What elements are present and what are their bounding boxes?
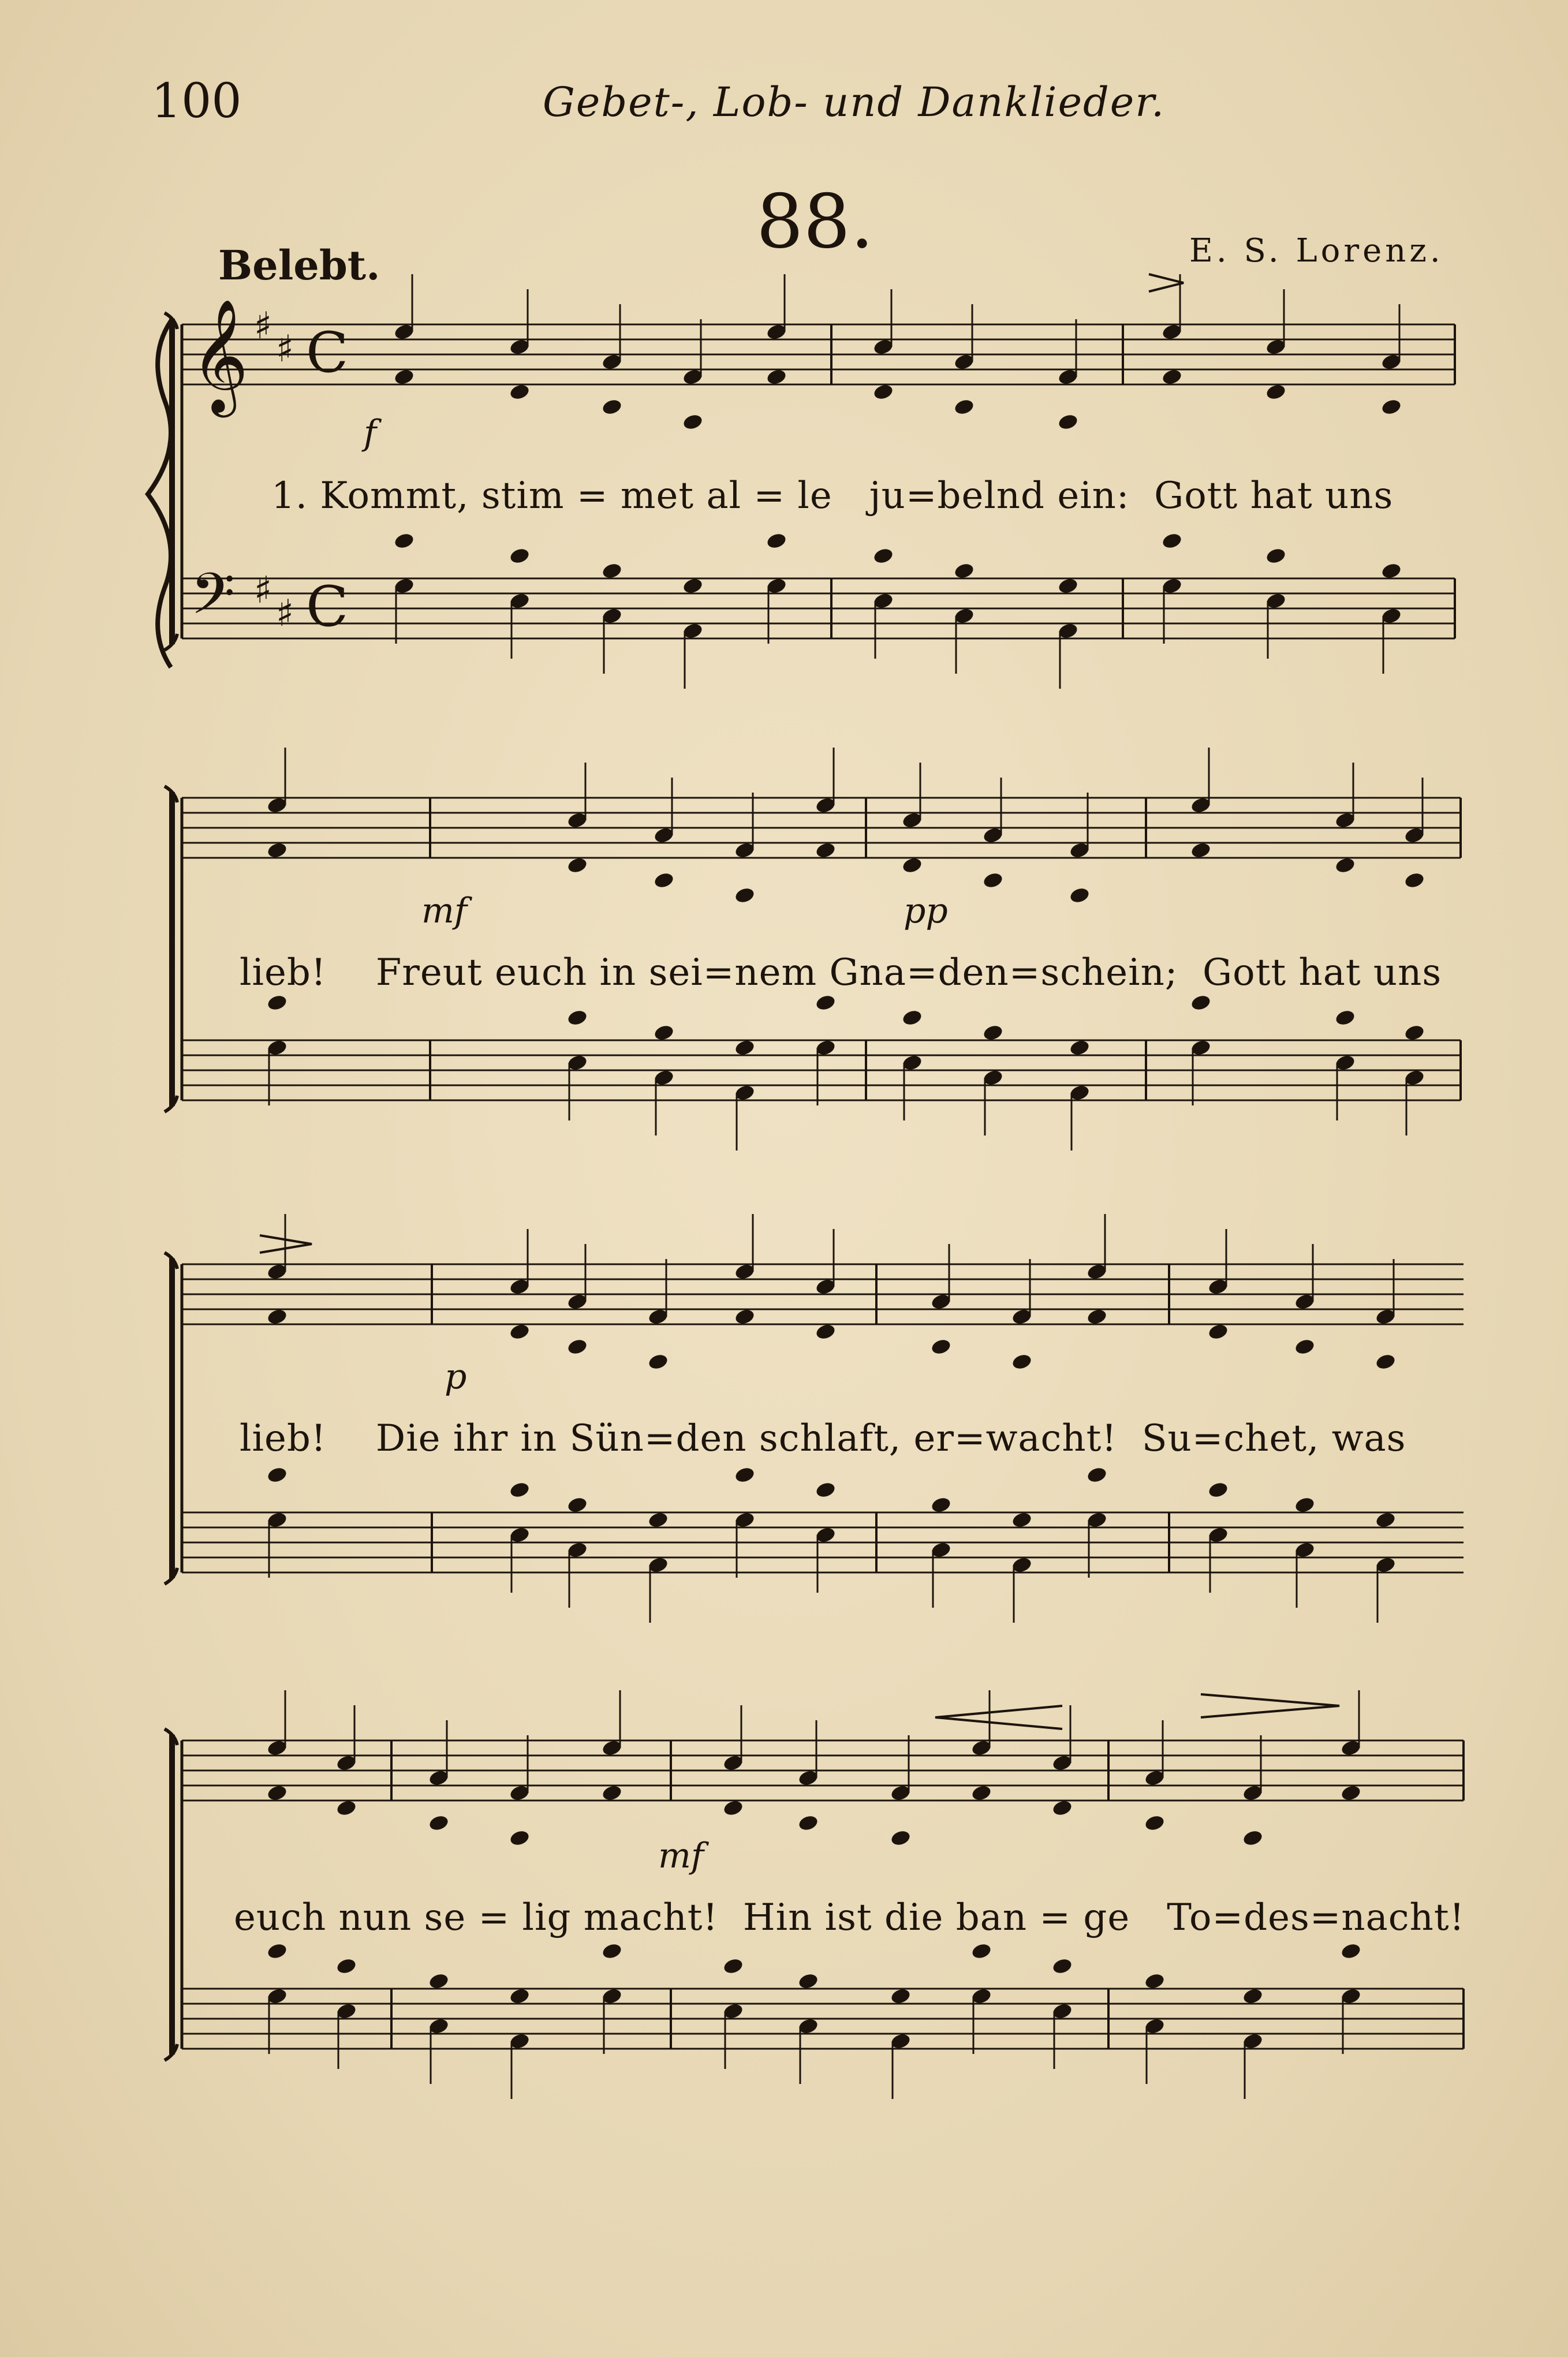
notehead (1380, 398, 1402, 416)
notehead (1051, 1957, 1073, 1975)
sharp-sign: ♯ (254, 569, 272, 612)
notehead (653, 871, 675, 890)
notehead (1144, 1972, 1166, 1990)
running-title: Gebet-, Lob- und Danklieder. (543, 79, 1166, 126)
notehead (901, 856, 923, 875)
bass-clef: 𝄢 (191, 561, 236, 641)
notehead (890, 1987, 912, 2005)
notehead (1265, 547, 1287, 565)
notehead (1190, 841, 1212, 860)
notehead (1161, 532, 1183, 550)
notehead (1380, 562, 1402, 580)
notehead (1161, 368, 1183, 386)
notehead (734, 886, 756, 905)
notehead (1334, 856, 1356, 875)
notehead (982, 1024, 1004, 1042)
notehead (1144, 1814, 1166, 1832)
notehead (1069, 1039, 1091, 1057)
notehead (815, 841, 837, 860)
notehead (1207, 1481, 1229, 1499)
lyric-line-1: 1. Kommt, stim = met al = le ju=belnd ein: Gott hat uns (271, 475, 1394, 517)
system-bracket (169, 1258, 175, 1578)
crescendo-hairpin (935, 1706, 1062, 1729)
notehead (566, 1008, 588, 1027)
grand-staff-brace (148, 321, 171, 667)
notehead (982, 871, 1004, 890)
notehead (1207, 1323, 1229, 1341)
notehead (872, 547, 894, 565)
notehead (647, 1353, 669, 1371)
notehead (1294, 1496, 1316, 1514)
notehead (1057, 413, 1079, 431)
notehead (601, 398, 623, 416)
dynamic-marking: p (445, 1357, 467, 1397)
notehead (815, 1323, 837, 1341)
notehead (509, 1481, 531, 1499)
notehead (872, 383, 894, 401)
notehead (901, 1008, 923, 1027)
notehead (335, 1957, 357, 1975)
notehead (1057, 577, 1079, 595)
notehead (953, 562, 975, 580)
notehead (1011, 1353, 1033, 1371)
notehead (970, 1784, 992, 1802)
notehead (335, 1799, 357, 1817)
sharp-sign: ♯ (254, 305, 272, 348)
notehead (566, 1496, 588, 1514)
notehead (1086, 1308, 1108, 1326)
decrescendo-hairpin (1201, 1694, 1339, 1717)
notehead (1190, 993, 1212, 1012)
time-signature: C (306, 320, 349, 385)
dynamic-marking: mf (658, 1836, 704, 1876)
lyric-line-4: euch nun se = lig macht! Hin ist die ban = ge To=des=nacht! (234, 1896, 1465, 1939)
notehead (734, 1466, 756, 1484)
notehead (393, 532, 415, 550)
notehead (1403, 871, 1425, 890)
notehead (266, 993, 288, 1012)
sharp-sign: ♯ (276, 328, 294, 371)
notehead (722, 1799, 744, 1817)
notehead (393, 368, 415, 386)
notehead (1375, 1353, 1397, 1371)
hymn-number: 88. (756, 179, 874, 265)
notehead (509, 1987, 531, 2005)
notehead (797, 1972, 819, 1990)
notehead (953, 398, 975, 416)
notehead (601, 1942, 623, 1960)
notehead (734, 1039, 756, 1057)
system-bracket (169, 319, 175, 644)
notehead (266, 841, 288, 860)
notehead (722, 1957, 744, 1975)
notehead (601, 1784, 623, 1802)
page-number: 100 (151, 74, 242, 129)
notehead (509, 547, 531, 565)
accent-mark (1149, 274, 1184, 292)
notehead (428, 1814, 450, 1832)
notehead (766, 532, 787, 550)
notehead (1403, 1024, 1425, 1042)
dynamic-marking: pp (904, 891, 948, 931)
notehead (766, 368, 787, 386)
notehead (890, 1829, 912, 1847)
tempo-marking: Belebt. (218, 241, 380, 289)
notehead (601, 562, 623, 580)
notehead (1265, 383, 1287, 401)
notehead (509, 1323, 531, 1341)
notehead (566, 1338, 588, 1356)
notehead (1242, 1987, 1264, 2005)
notehead (1011, 1511, 1033, 1529)
notehead (566, 856, 588, 875)
notehead (930, 1496, 952, 1514)
notehead (797, 1814, 819, 1832)
notehead (1334, 1008, 1356, 1027)
notehead (266, 1784, 288, 1802)
notehead (815, 993, 837, 1012)
time-signature: C (306, 574, 349, 639)
dynamic-marking: mf (421, 891, 468, 931)
notehead (682, 577, 704, 595)
notehead (1086, 1466, 1108, 1484)
dynamic-marking: f (364, 413, 377, 453)
lyric-line-2: lieb! Freut euch in sei=nem Gna=den=schein; Gott hat uns (240, 951, 1442, 994)
sharp-sign: ♯ (276, 592, 294, 635)
notehead (1294, 1338, 1316, 1356)
notehead (1340, 1942, 1362, 1960)
notehead (266, 1308, 288, 1326)
notehead (428, 1972, 450, 1990)
notehead (930, 1338, 952, 1356)
notehead (509, 1829, 531, 1847)
notehead (266, 1466, 288, 1484)
composer-credit: E. S. Lorenz. (1189, 232, 1444, 270)
notehead (1340, 1784, 1362, 1802)
notehead (815, 1481, 837, 1499)
treble-clef: 𝄞 (191, 298, 249, 413)
lyric-line-3: lieb! Die ihr in Sün=den schlaft, er=wacht! Su=chet, was (240, 1417, 1406, 1460)
notehead (1069, 886, 1091, 905)
notehead (509, 383, 531, 401)
notehead (653, 1024, 675, 1042)
notehead (647, 1511, 669, 1529)
notehead (682, 413, 704, 431)
notehead (734, 1308, 756, 1326)
notehead (1375, 1511, 1397, 1529)
notehead (1242, 1829, 1264, 1847)
notehead (266, 1942, 288, 1960)
notehead (1051, 1799, 1073, 1817)
system-bracket (169, 1735, 175, 2055)
system-bracket (169, 792, 175, 1106)
notehead (970, 1942, 992, 1960)
